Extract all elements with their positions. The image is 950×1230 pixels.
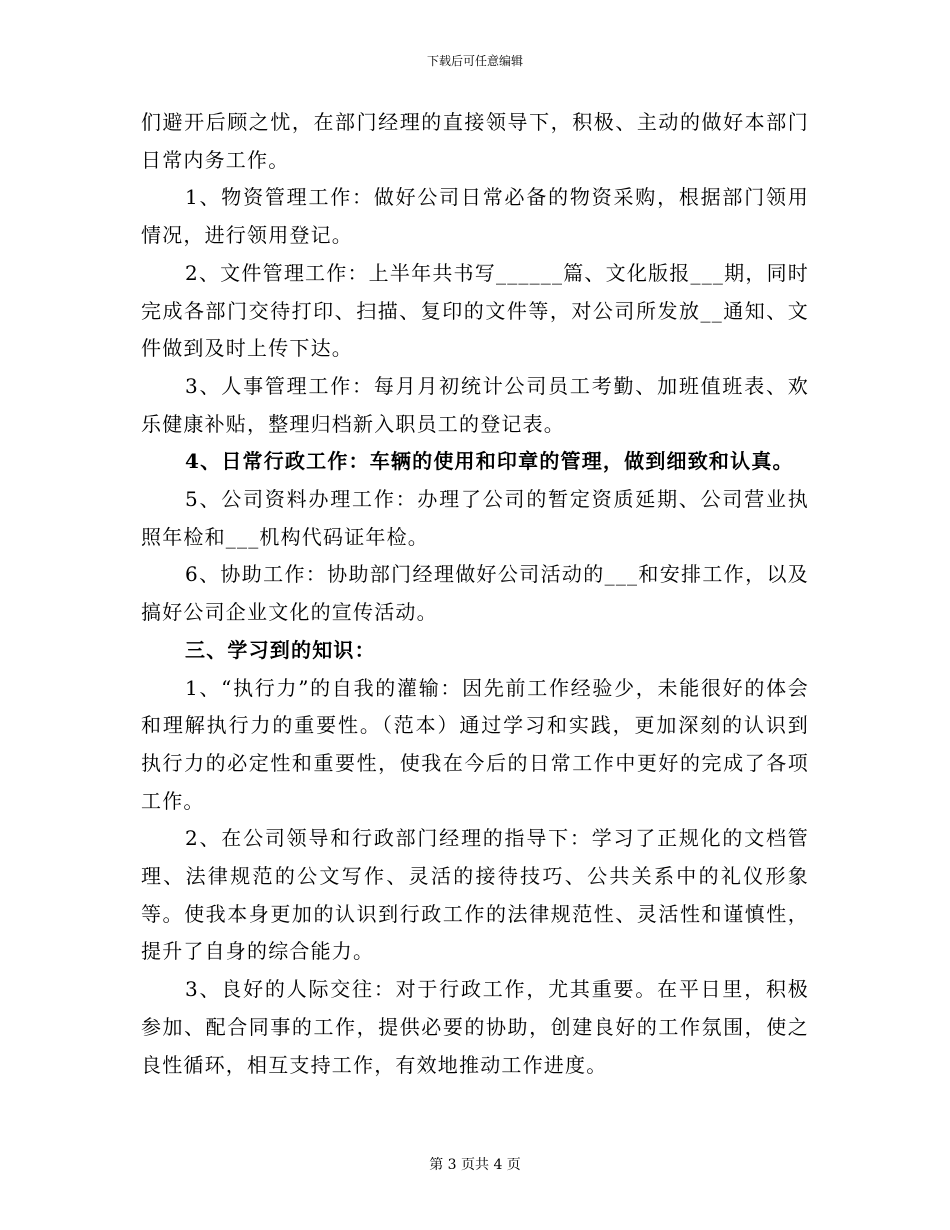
page-footer: 第 3 页共 4 页 [429,1157,521,1173]
paragraph-item-6-assist: 6、协助工作：协助部门经理做好公司活动的___和安排工作，以及搞好公司企业文化的宣传活动。 [141,562,809,625]
paragraph-item-2-documents: 2、文件管理工作：上半年共书写______篇、文化版报___期，同时完成各部门交待打印、扫描、复印的文件等，对公司所发放__通知、文件做到及时上传下达。 [141,260,809,361]
paragraph-item-1-materials: 1、物资管理工作：做好公司日常必备的物资采购，根据部门领用情况，进行领用登记。 [141,185,809,248]
paragraph-item-4-admin: 4、日常行政工作：车辆的使用和印章的管理，做到细致和认真。 [185,449,794,474]
paragraph-knowledge-1: 1、“执行力”的自我的灌输：因先前工作经验少，未能很好的体会和理解执行力的重要性。（范本）通过学习和实践，更加深刻的认识到执行力的必定性和重要性，使我在今后的日常工作中更好的完成了各项工作。 [141,675,809,813]
section-heading-knowledge: 三、学习到的知识： [185,637,376,662]
paragraph-continuation: 们避开后顾之忧，在部门经理的直接领导下，积极、主动的做好本部门日常内务工作。 [141,110,809,172]
paragraph-item-3-personnel: 3、人事管理工作：每月月初统计公司员工考勤、加班值班表、欢乐健康补贴，整理归档新入职员工的登记表。 [141,373,809,436]
page-header: 下载后可任意编辑 [426,54,523,68]
paragraph-item-5-records: 5、公司资料办理工作：办理了公司的暂定资质延期、公司营业执照年检和___机构代码证年检。 [141,487,809,549]
paragraph-knowledge-3: 3、良好的人际交往：对于行政工作，尤其重要。在平日里，积极参加、配合同事的工作，提供必要的协助，创建良好的工作氛围，使之良性循环，相互支持工作，有效地推动工作进度。 [141,977,809,1077]
paragraph-knowledge-2: 2、在公司领导和行政部门经理的指导下：学习了正规化的文档管理、法律规范的公文写作、灵活的接待技巧、公共关系中的礼仪形象等。使我本身更加的认识到行政工作的法律规范性、灵活性和谨慎性，提升了自身的综合能力。 [141,826,809,964]
document-body [141,104,809,1084]
